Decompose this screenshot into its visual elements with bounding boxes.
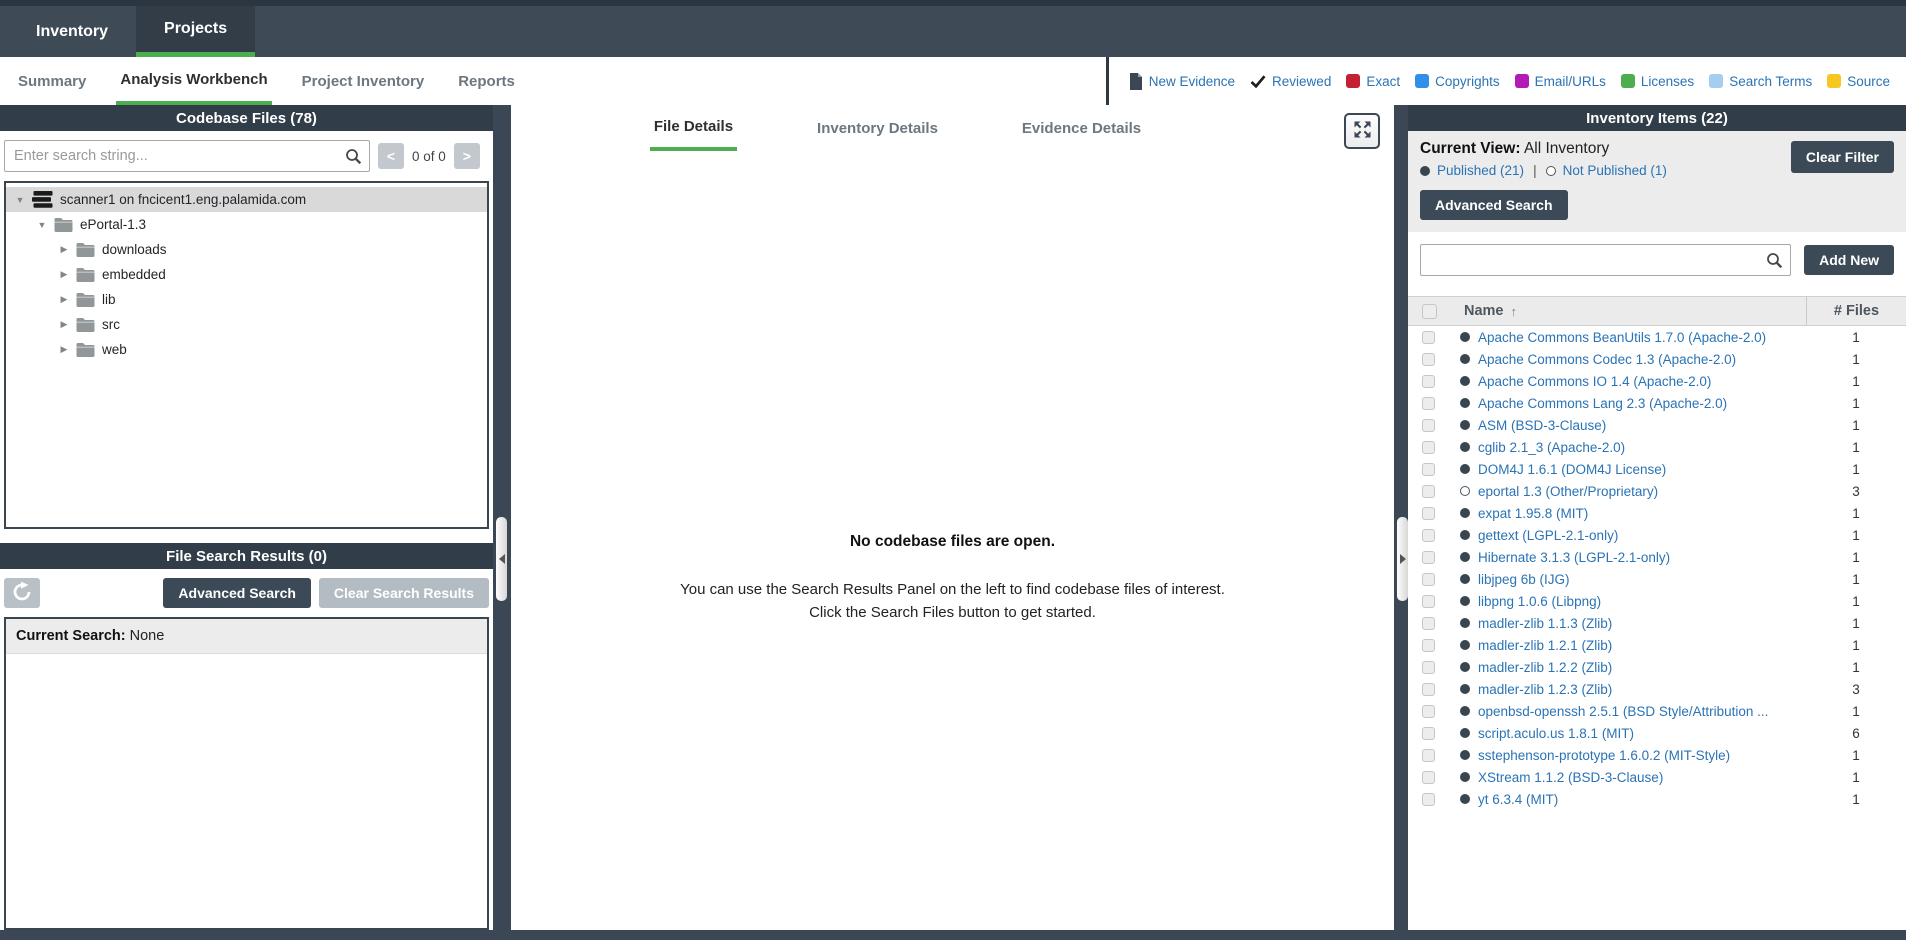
row-checkbox[interactable] [1422, 595, 1435, 608]
inventory-row [1408, 568, 1906, 590]
inventory-row [1408, 524, 1906, 546]
inventory-search-input[interactable] [1420, 244, 1791, 276]
file-count: 1 [1852, 373, 1860, 389]
folder-icon [54, 217, 73, 232]
tree-node-label: scanner1 on fncicent1.eng.palamida.com [60, 192, 307, 207]
published-icon [1460, 618, 1470, 628]
tree-node-label: ePortal-1.3 [80, 217, 147, 232]
expand-arrows-icon [1353, 120, 1372, 142]
empty-state-line1: You can use the Search Results Panel on the left to find codebase files of interest. [680, 581, 1225, 598]
copyrights-swatch-icon [1415, 74, 1429, 88]
name-column-label: Name [1464, 303, 1504, 319]
refresh-button[interactable] [4, 578, 40, 608]
row-checkbox[interactable] [1422, 441, 1435, 454]
row-checkbox[interactable] [1422, 331, 1435, 344]
inventory-row [1408, 700, 1906, 722]
inventory-table [1408, 296, 1906, 810]
inventory-row [1408, 436, 1906, 458]
tab-evidence-details[interactable]: Evidence Details [1021, 119, 1142, 137]
expand-caret-icon[interactable]: ▶ [60, 344, 68, 354]
top-nav-bar [0, 0, 1906, 57]
search-terms-swatch-icon [1709, 74, 1723, 88]
row-checkbox[interactable] [1422, 771, 1435, 784]
licenses-swatch-icon [1621, 74, 1635, 88]
file-count: 1 [1852, 505, 1860, 521]
file-count: 1 [1852, 659, 1860, 675]
expand-panel-button[interactable] [1344, 113, 1380, 149]
tree-node-label: downloads [102, 242, 167, 257]
expand-caret-icon[interactable]: ▶ [60, 269, 68, 279]
clear-search-results-button[interactable]: Clear Search Results [319, 578, 489, 608]
tree-node-label: src [102, 317, 120, 332]
legend-label: Copyrights [1435, 73, 1500, 89]
inventory-item-link[interactable]: gettext (LGPL-2.1-only) [1478, 527, 1619, 543]
collapse-caret-icon[interactable]: ▼ [37, 219, 47, 230]
current-search-value: None [129, 628, 165, 644]
codebase-search-input[interactable] [4, 140, 370, 172]
row-checkbox[interactable] [1422, 617, 1435, 630]
current-search-box [4, 617, 489, 930]
inventory-row [1408, 590, 1906, 612]
evidence-legend [1106, 57, 1906, 105]
inventory-row [1408, 546, 1906, 568]
file-count: 1 [1852, 769, 1860, 785]
published-icon [1460, 376, 1470, 386]
inventory-item-link[interactable]: script.aculo.us 1.8.1 (MIT) [1478, 725, 1635, 741]
inventory-row [1408, 634, 1906, 656]
expand-caret-icon[interactable]: ▶ [60, 244, 68, 254]
chevron-right-icon [1400, 554, 1406, 564]
legend-label: Reviewed [1272, 73, 1332, 89]
row-checkbox[interactable] [1422, 507, 1435, 520]
published-icon [1460, 706, 1470, 716]
file-count: 1 [1852, 527, 1860, 543]
row-checkbox[interactable] [1422, 551, 1435, 564]
legend-label: Source [1847, 73, 1890, 89]
published-icon [1460, 464, 1470, 474]
chevron-left-icon [499, 554, 505, 564]
published-icon [1460, 772, 1470, 782]
main-area [0, 105, 1906, 940]
inventory-row [1408, 502, 1906, 524]
top-tab-projects[interactable]: Projects [136, 6, 255, 57]
inventory-search-row [1408, 232, 1906, 288]
row-checkbox[interactable] [1422, 375, 1435, 388]
right-panel-divider [1394, 105, 1408, 940]
file-count: 1 [1852, 791, 1860, 807]
legend-item-email-urls [1515, 74, 1606, 89]
codebase-search-wrap [4, 140, 370, 172]
filter-separator: | [1533, 163, 1537, 178]
row-checkbox[interactable] [1422, 419, 1435, 432]
row-checkbox[interactable] [1422, 573, 1435, 586]
row-checkbox[interactable] [1422, 749, 1435, 762]
legend-item-source [1827, 74, 1890, 89]
collapse-caret-icon[interactable]: ▼ [15, 194, 25, 205]
inventory-item-link[interactable]: XStream 1.1.2 (BSD-3-Clause) [1478, 769, 1664, 785]
sort-ascending-icon: ↑ [1510, 303, 1517, 319]
published-icon [1460, 574, 1470, 584]
empty-state-line2: Click the Search Files button to get started. [809, 604, 1096, 622]
file-count: 1 [1852, 417, 1860, 433]
published-icon [1460, 794, 1470, 804]
select-all-checkbox[interactable] [1422, 304, 1437, 319]
inventory-item-link[interactable]: libpng 1.0.6 (Libpng) [1478, 593, 1602, 609]
file-count: 1 [1852, 615, 1860, 631]
published-icon [1460, 442, 1470, 452]
published-icon [1460, 596, 1470, 606]
published-icon [1460, 684, 1470, 694]
inventory-item-link[interactable]: ASM (BSD-3-Clause) [1478, 417, 1607, 433]
file-count: 1 [1852, 439, 1860, 455]
refresh-icon [12, 582, 32, 605]
email-urls-swatch-icon [1515, 74, 1529, 88]
not-published-icon [1460, 486, 1470, 496]
file-count: 1 [1852, 593, 1860, 609]
file-count: 1 [1852, 703, 1860, 719]
file-count: 3 [1852, 483, 1860, 499]
inventory-row [1408, 414, 1906, 436]
row-checkbox[interactable] [1422, 485, 1435, 498]
inventory-table-header [1408, 296, 1906, 326]
inventory-row [1408, 744, 1906, 766]
inventory-row [1408, 788, 1906, 810]
tree-node-src[interactable] [6, 312, 487, 337]
legend-item-reviewed [1250, 74, 1331, 89]
tab-reports[interactable]: Reports [458, 72, 515, 90]
server-icon [32, 191, 53, 208]
row-checkbox[interactable] [1422, 683, 1435, 696]
inventory-filter-area [1408, 131, 1906, 232]
legend-item-new-evidence [1129, 73, 1235, 90]
inventory-item-link[interactable]: madler-zlib 1.2.1 (Zlib) [1478, 637, 1613, 653]
inventory-row [1408, 326, 1906, 348]
tree-node-lib[interactable] [6, 287, 487, 312]
empty-state-message [511, 533, 1394, 625]
inventory-row [1408, 348, 1906, 370]
exact-swatch-icon [1346, 74, 1360, 88]
tree-node-web[interactable] [6, 337, 487, 362]
published-filter-link[interactable]: Published (21) [1437, 163, 1525, 178]
row-checkbox[interactable] [1422, 353, 1435, 366]
published-icon [1460, 420, 1470, 430]
tab-analysis-workbench[interactable]: Analysis Workbench [116, 57, 271, 105]
folder-icon [76, 292, 95, 307]
inventory-item-link[interactable]: madler-zlib 1.2.2 (Zlib) [1478, 659, 1613, 675]
inventory-item-link[interactable]: openbsd-openssh 2.5.1 (BSD Style/Attribution ... [1478, 703, 1769, 719]
clear-filter-button[interactable]: Clear Filter [1791, 141, 1894, 173]
pagination-label: 0 of 0 [412, 148, 446, 164]
inventory-rows [1408, 326, 1906, 810]
inventory-item-link[interactable]: sstephenson-prototype 1.6.0.2 (MIT-Style) [1478, 747, 1731, 763]
published-icon [1460, 530, 1470, 540]
inventory-item-link[interactable]: cglib 2.1_3 (Apache-2.0) [1478, 439, 1626, 455]
top-tab-inventory[interactable]: Inventory [36, 22, 109, 40]
new-evidence-file-icon [1129, 73, 1143, 90]
legend-label: New Evidence [1148, 73, 1236, 89]
file-count: 1 [1852, 351, 1860, 367]
row-checkbox[interactable] [1422, 661, 1435, 674]
not-published-icon [1546, 166, 1556, 176]
legend-label: Email/URLs [1534, 73, 1606, 89]
source-swatch-icon [1827, 74, 1841, 88]
published-icon [1460, 354, 1470, 364]
tree-node-downloads[interactable] [6, 237, 487, 262]
file-count: 1 [1852, 329, 1860, 345]
expand-caret-icon[interactable]: ▶ [60, 294, 68, 304]
inventory-item-link[interactable]: Apache Commons BeanUtils 1.7.0 (Apache-2.0) [1478, 329, 1767, 345]
inventory-item-link[interactable]: libjpeg 6b (IJG) [1478, 571, 1570, 587]
tree-node-label: web [102, 342, 127, 357]
row-checkbox[interactable] [1422, 397, 1435, 410]
codebase-files-header: Codebase Files (78) [0, 105, 493, 131]
details-panel [511, 105, 1394, 930]
expand-caret-icon[interactable]: ▶ [60, 319, 68, 329]
folder-icon [76, 317, 95, 332]
file-search-toolbar [0, 569, 493, 617]
folder-icon [76, 267, 95, 282]
collapse-left-panel-handle[interactable] [496, 517, 507, 601]
published-icon [1460, 750, 1470, 760]
inventory-item-link[interactable]: Apache Commons IO 1.4 (Apache-2.0) [1478, 373, 1712, 389]
empty-state-title: No codebase files are open. [849, 533, 1055, 550]
prev-page-button[interactable]: < [378, 143, 404, 169]
inventory-item-link[interactable]: Apache Commons Codec 1.3 (Apache-2.0) [1478, 351, 1737, 367]
legend-label: Licenses [1640, 73, 1695, 89]
current-search-label: Current Search: [16, 628, 126, 644]
collapse-right-panel-handle[interactable] [1397, 517, 1408, 601]
inventory-advanced-search-button[interactable]: Advanced Search [1420, 190, 1568, 220]
file-count: 3 [1852, 681, 1860, 697]
inventory-item-link[interactable]: Apache Commons Lang 2.3 (Apache-2.0) [1478, 395, 1728, 411]
row-checkbox[interactable] [1422, 727, 1435, 740]
tree-node-label: embedded [102, 267, 166, 282]
inventory-item-link[interactable]: yt 6.3.4 (MIT) [1478, 791, 1559, 807]
inventory-items-panel [1408, 105, 1906, 930]
name-column-header[interactable] [1437, 297, 1806, 325]
row-checkbox[interactable] [1422, 793, 1435, 806]
published-icon [1460, 552, 1470, 562]
codebase-search-row [0, 131, 493, 181]
file-count: 6 [1852, 725, 1860, 741]
inventory-row [1408, 458, 1906, 480]
inventory-row [1408, 722, 1906, 744]
inventory-row [1408, 656, 1906, 678]
inventory-item-link[interactable]: madler-zlib 1.1.3 (Zlib) [1478, 615, 1613, 631]
tab-inventory-details[interactable]: Inventory Details [817, 119, 938, 137]
advanced-search-button[interactable]: Advanced Search [163, 578, 311, 608]
file-search-results-header: File Search Results (0) [0, 543, 493, 569]
legend-label: Search Terms [1729, 73, 1813, 89]
inventory-item-link[interactable]: DOM4J 1.6.1 (DOM4J License) [1478, 461, 1667, 477]
tab-project-inventory[interactable]: Project Inventory [301, 72, 425, 90]
current-view-label: Current View: [1420, 140, 1521, 157]
current-search-bar [6, 619, 487, 654]
row-checkbox[interactable] [1422, 529, 1435, 542]
next-page-button[interactable]: > [454, 143, 480, 169]
details-tabs [511, 105, 1394, 151]
add-new-button[interactable]: Add New [1804, 245, 1894, 275]
file-count: 1 [1852, 747, 1860, 763]
legend-item-licenses [1621, 74, 1694, 89]
tree-node-embedded[interactable] [6, 262, 487, 287]
legend-item-search-terms [1709, 74, 1812, 89]
file-count: 1 [1852, 637, 1860, 653]
published-icon [1420, 166, 1430, 176]
not-published-filter-link[interactable]: Not Published (1) [1562, 163, 1667, 178]
inventory-row [1408, 612, 1906, 634]
tab-summary[interactable]: Summary [18, 72, 87, 90]
tree-node-eportal-1-3[interactable] [6, 212, 487, 237]
row-checkbox[interactable] [1422, 639, 1435, 652]
tree-node-scanner1-on-fncicent1-eng-palamida-com[interactable] [6, 187, 487, 212]
published-icon [1460, 332, 1470, 342]
current-view-value: All Inventory [1523, 140, 1610, 157]
tab-file-details[interactable]: File Details [650, 105, 737, 151]
published-icon [1460, 640, 1470, 650]
files-column-header[interactable]: # Files [1806, 297, 1906, 325]
reviewed-check-icon [1250, 75, 1266, 88]
inventory-item-link[interactable]: eportal 1.3 (Other/Proprietary) [1478, 483, 1659, 499]
legend-label: Exact [1366, 73, 1401, 89]
codebase-files-panel [0, 105, 493, 930]
inventory-row [1408, 480, 1906, 502]
published-icon [1460, 508, 1470, 518]
inventory-row [1408, 678, 1906, 700]
file-count: 1 [1852, 571, 1860, 587]
codebase-file-tree [4, 181, 489, 529]
left-panel-divider [493, 105, 511, 940]
folder-icon [76, 242, 95, 257]
folder-icon [76, 342, 95, 357]
file-count: 1 [1852, 395, 1860, 411]
inventory-row [1408, 370, 1906, 392]
published-icon [1460, 728, 1470, 738]
inventory-item-link[interactable]: Hibernate 3.1.3 (LGPL-2.1-only) [1478, 549, 1671, 565]
legend-item-copyrights [1415, 74, 1500, 89]
inventory-item-link[interactable]: expat 1.95.8 (MIT) [1478, 505, 1589, 521]
file-count: 1 [1852, 461, 1860, 477]
file-count: 1 [1852, 549, 1860, 565]
inventory-items-header: Inventory Items (22) [1408, 105, 1906, 131]
legend-item-exact [1346, 74, 1400, 89]
row-checkbox[interactable] [1422, 705, 1435, 718]
inventory-row [1408, 766, 1906, 788]
inventory-item-link[interactable]: madler-zlib 1.2.3 (Zlib) [1478, 681, 1613, 697]
row-checkbox[interactable] [1422, 463, 1435, 476]
published-icon [1460, 398, 1470, 408]
project-sub-nav [0, 57, 1906, 105]
published-icon [1460, 662, 1470, 672]
inventory-row [1408, 392, 1906, 414]
inventory-search-wrap [1420, 244, 1791, 276]
tree-node-label: lib [102, 292, 116, 307]
